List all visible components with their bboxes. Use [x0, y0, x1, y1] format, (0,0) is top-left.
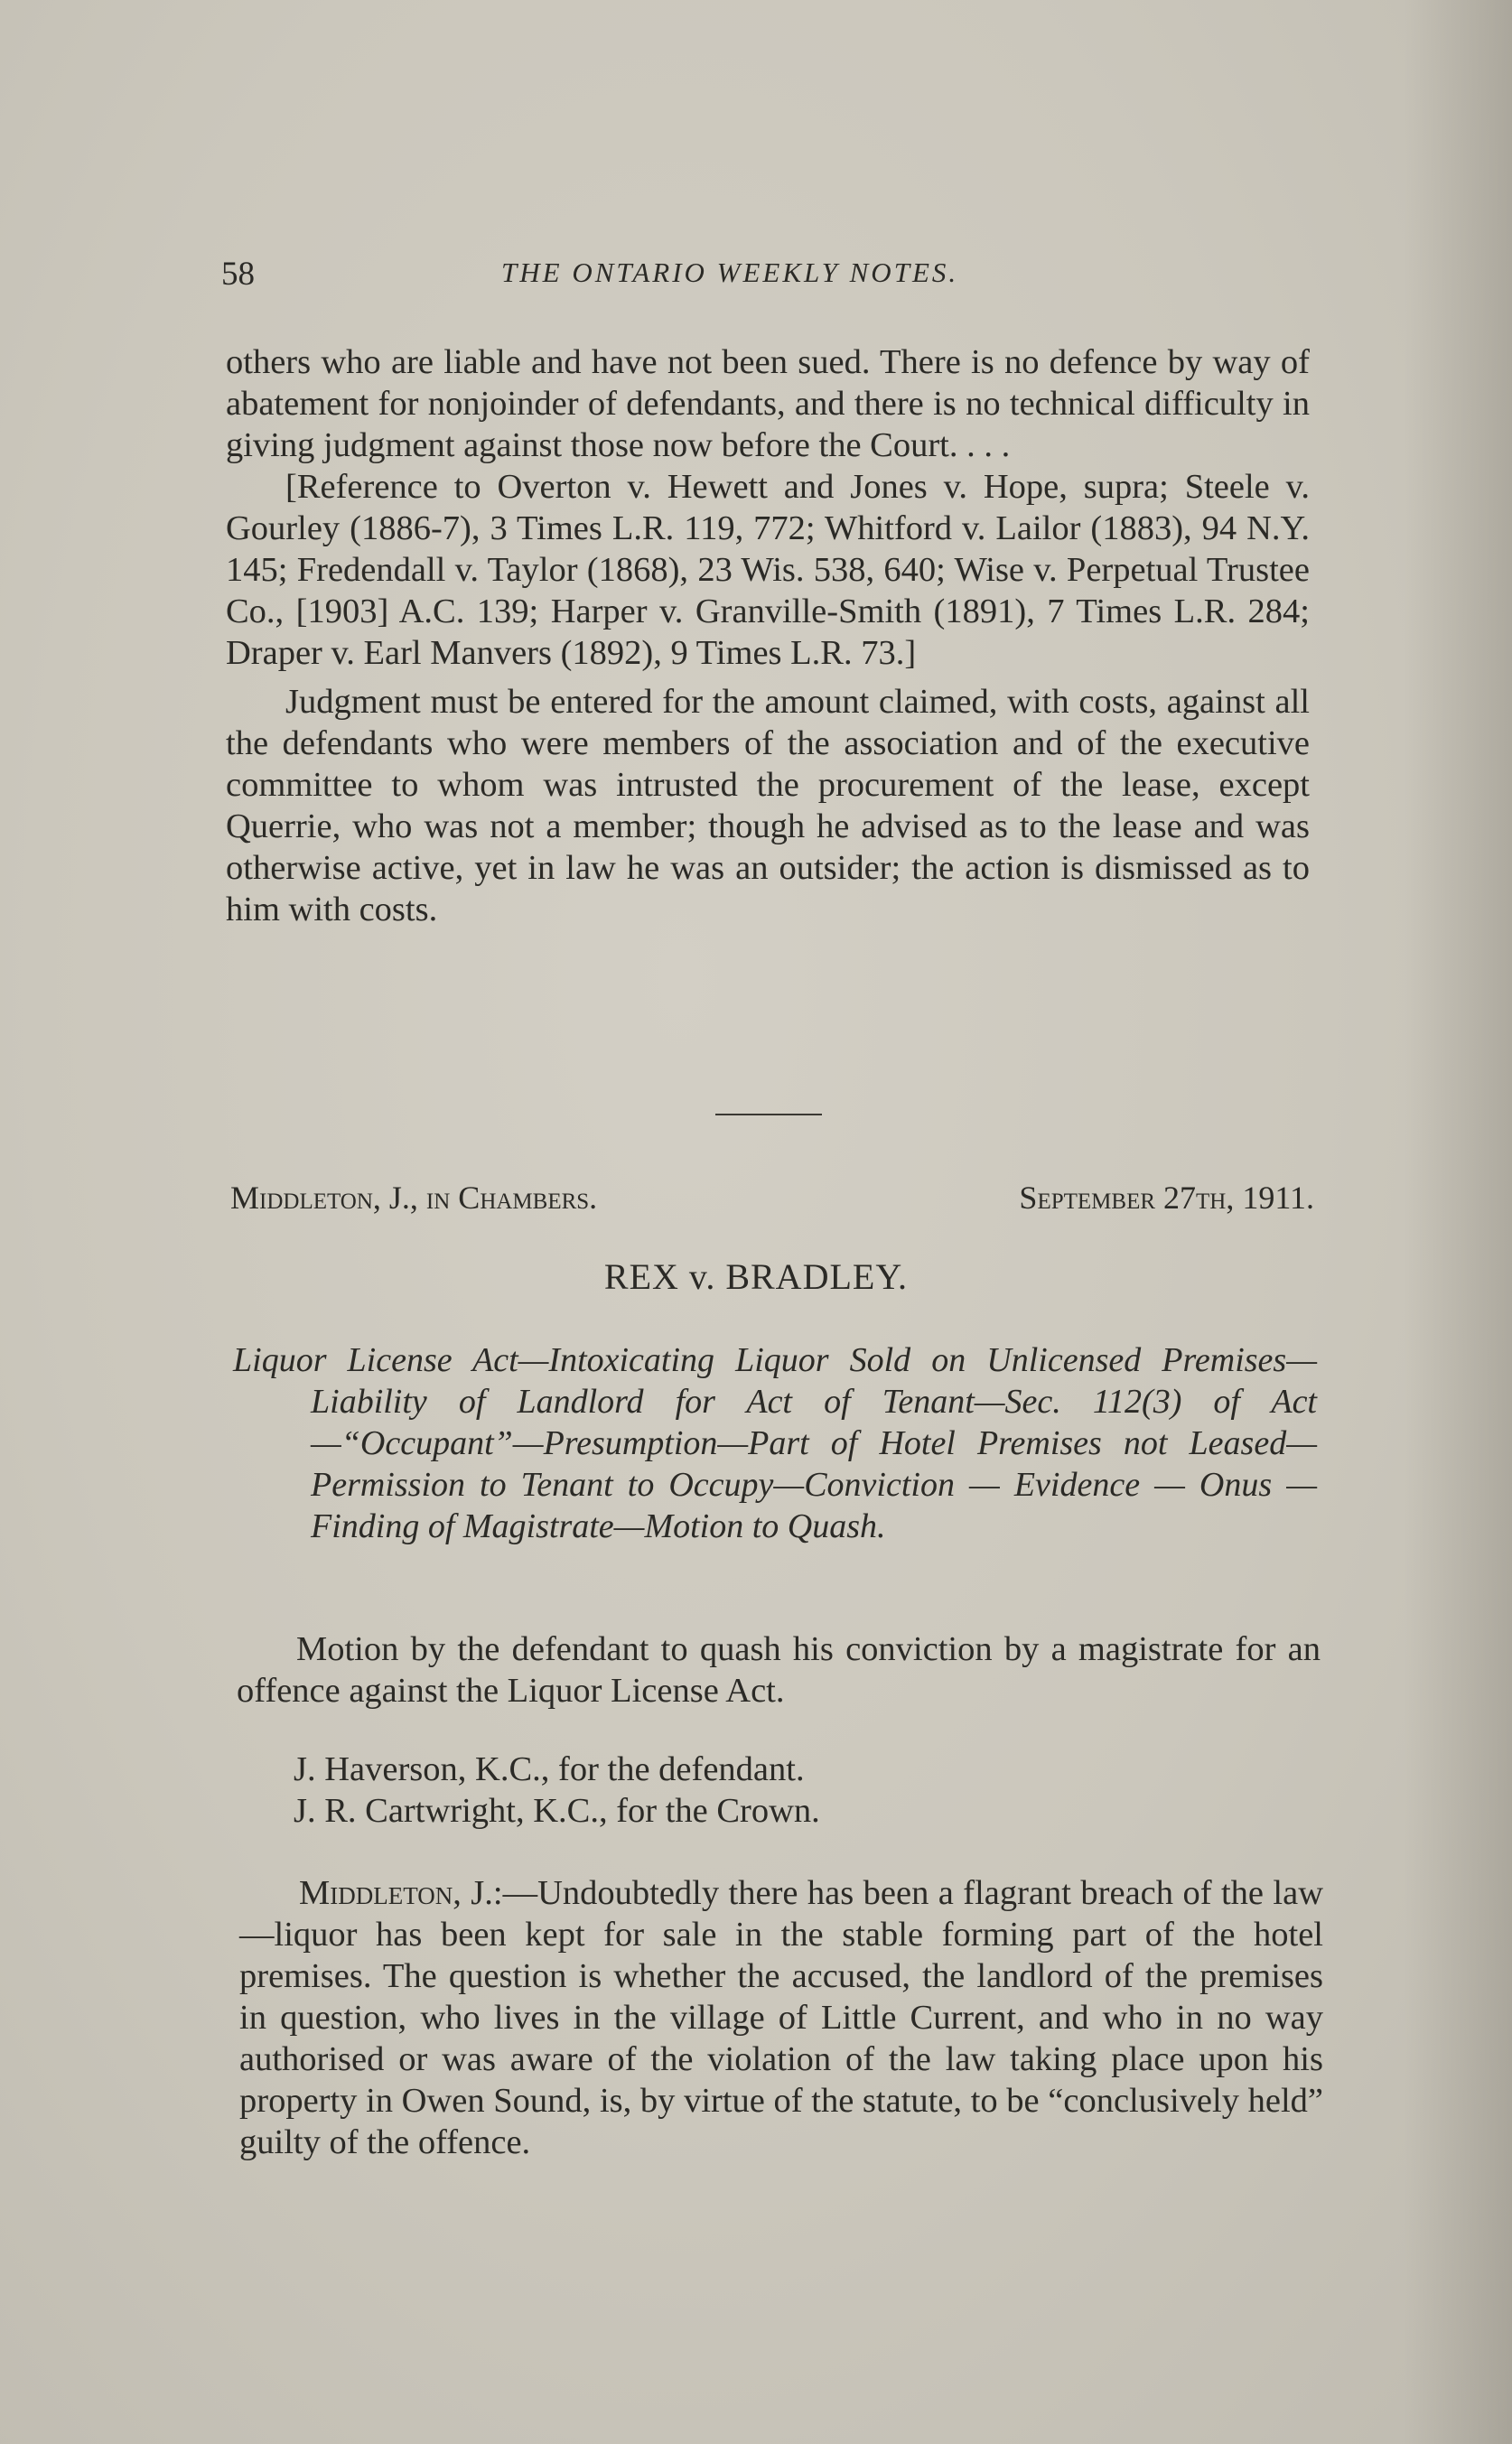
section-divider: [715, 1114, 822, 1115]
paragraph-references: [Reference to Overton v. Hewett and Jones v. Hope, supra; Steele v. Gourley (1886-7), 3 Times L.R. 119, 772; Whitford v. Lailor (1883), 94 N.Y. 145; Fredendall v. Taylor (1868), 23 Wis. 538, 640; Wise v. Perpetual Trustee Co., [1903] A.C. 139; Harper v. Granville-Smith (1891), 7 Times L.R. 284; Draper v. Earl Manvers (1892), 9 Times L.R. 73.]: [226, 468, 1310, 672]
motion-paragraph: Motion by the defendant to quash his conviction by a magistrate for an offence against the Liquor License Act.: [237, 1630, 1321, 1710]
running-head: THE ONTARIO WEEKLY NOTES.: [501, 257, 959, 288]
body-text-top: [226, 341, 1310, 930]
court-name: Middleton, J., in Chambers.: [230, 1180, 598, 1216]
court-date-line: [230, 1179, 1314, 1224]
page-edge-shadow: [1404, 0, 1512, 2444]
paragraph-judgment: Judgment must be entered for the amount claimed, with costs, against all the defendants who were members of the association and of the executive committee to whom was intrusted the procurement of the lease, except Querrie, who was not a member; though he advised as to the lease and was otherwise active, yet in law he was an outsider; the action is dismissed as to him with costs.: [226, 683, 1310, 928]
case-title: REX v. BRADLEY.: [603, 1256, 909, 1297]
judgment-text: :—Undoubtedly there has been a flagrant breach of the law—liquor has been kept for sale in the stable forming part of the hotel premises. The question is whether the accused, the landlord of the premises in question, who lives in the village of Little Current, and who in no way authorised or was aware of the violation of the law taking place upon his property in Owen Sound, is, by virtue of the statute, to be “conclusively held” guilty of the offence.: [239, 1874, 1323, 2161]
headnote: Liquor License Act—Intoxicating Liquor Sold on Unlicensed Premises—Liability of Landlord for Act of Tenant—Sec. 112(3) of Act—“Occupant”—Presumption—Part of Hotel Premises not Leased—Permission to Tenant to Occupy—Conviction — Evidence — Onus — Finding of Magistrate—Motion to Quash.: [233, 1341, 1317, 1545]
page-header: [221, 255, 1319, 300]
judge-name: Middleton, J.: [299, 1874, 493, 1912]
judgment-paragraph: [239, 1872, 1323, 2163]
page-number: 58: [221, 256, 255, 293]
judgment-block: [239, 1872, 1323, 2163]
counsel-defendant: J. Haverson, K.C., for the defendant.: [294, 1750, 805, 1788]
decision-date: September 27th, 1911.: [1019, 1180, 1314, 1216]
paragraph-continuation: others who are liable and have not been sued. There is no defence by way of abatement for nonjoinder of defendants, and there is no technical difficulty in giving judgment against those now before the Court. . . .: [226, 343, 1310, 464]
motion-block: [237, 1628, 1321, 1712]
counsel-crown: J. R. Cartwright, K.C., for the Crown.: [294, 1792, 820, 1830]
